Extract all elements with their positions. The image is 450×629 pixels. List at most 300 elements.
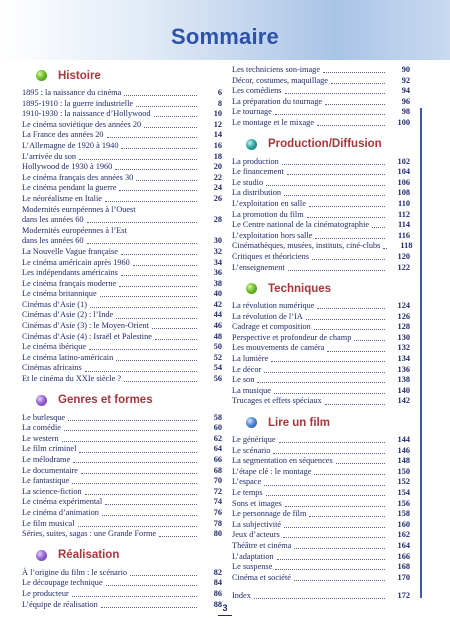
toc-page-number: 82 [213,567,222,577]
toc-page-number: 146 [397,445,410,455]
toc-entry[interactable] [232,157,410,168]
toc-leader-dots [116,360,197,361]
toc-page-number: 84 [213,578,222,588]
toc-leader-dots [79,452,197,453]
toc-page-number: 116 [398,230,410,240]
toc-entry-label: La préparation du tournage [232,96,323,106]
toc-entry[interactable] [232,252,410,263]
toc-entry[interactable] [232,343,410,354]
toc-entry-label: Critiques et théoriciens [232,251,309,261]
toc-entry-label: L’exploitation en salle [232,198,306,208]
toc-page-number: 56 [213,374,222,384]
toc-leader-dots [323,72,385,73]
toc-entry[interactable] [22,374,222,385]
toc-leader-dots [282,164,385,165]
toc-leader-dots [155,339,197,340]
toc-entry-label: Les comédiens [232,86,282,96]
toc-entry[interactable] [22,310,222,321]
toc-leader-dots [285,506,385,507]
toc-entry[interactable] [232,107,410,118]
toc-page-number: 138 [397,375,410,385]
toc-leader-dots [266,185,385,186]
toc-entry[interactable] [232,530,410,541]
toc-entry-label: L’étape clé : le montage [232,466,312,476]
section-heading-techniques [232,279,410,298]
section-title: Production/Diffusion [268,138,382,151]
toc-entry-label: dans les années 60 [22,236,84,246]
toc-entry[interactable] [232,178,410,189]
toc-entry[interactable] [22,519,222,530]
toc-leader-dots [325,404,385,405]
toc-page-number: 30 [213,236,222,246]
toc-entry[interactable] [22,152,222,163]
toc-page-number: 22 [213,172,222,182]
toc-entry[interactable] [232,241,413,252]
toc-leader-dots [264,372,385,373]
toc-leader-dots [154,116,197,117]
toc-entry[interactable] [232,220,410,231]
toc-entry[interactable] [22,289,222,300]
toc-entry[interactable] [22,109,222,120]
toc-entry[interactable] [22,487,222,498]
toc-leader-dots [254,598,385,599]
toc-entry[interactable] [22,353,222,364]
toc-page-number: 162 [397,530,410,540]
toc-entry-label: La comédie [22,423,61,433]
toc-page-number: 80 [213,529,222,539]
toc-entry-label: L’exploitation hors salle [232,230,313,240]
toc-entry[interactable] [22,423,222,434]
toc-entry[interactable] [22,130,222,141]
toc-leader-dots [102,515,197,516]
toc-page-number: 128 [397,322,410,332]
toc-entry[interactable] [232,396,410,407]
section-title: Réalisation [58,549,120,562]
toc-entry[interactable] [22,226,222,237]
toc-entry[interactable] [22,173,222,184]
toc-entry[interactable] [232,446,410,457]
toc-leader-dots [275,114,385,115]
toc-entry[interactable] [22,120,222,131]
toc-entry-label: Jeux d’acteurs [232,530,280,540]
toc-entry-label: Le temps [232,488,263,497]
toc-page-number: 152 [397,477,410,487]
toc-entry-label: La lumière [232,354,269,364]
toc-leader-dots [115,169,197,170]
toc-page-number: 54 [213,363,222,373]
toc-page-number: 58 [213,412,222,422]
toc-leader-dots [87,222,197,223]
toc-page-number: 164 [397,540,410,550]
toc-page-number: 74 [213,497,222,507]
toc-page-number: 160 [397,519,410,529]
page-number: 3 [222,603,228,613]
toc-entry[interactable] [22,455,222,466]
margin-rule [420,108,422,598]
toc-page-number: 38 [213,278,222,288]
toc-entry[interactable] [232,312,410,323]
toc-entry[interactable] [22,568,222,579]
toc-entry-label: L’équipe de réalisation [22,599,98,609]
toc-leader-dots [325,104,385,105]
toc-entry-label: La science-fiction [22,486,82,496]
toc-entry-label: L’Allemagne de 1920 à 1940 [22,140,119,150]
toc-entry[interactable] [22,258,222,269]
toc-page-number: 42 [213,299,222,309]
toc-leader-dots [100,296,197,297]
toc-entry[interactable] [232,231,410,242]
toc-entry-label: Le cinéma américain après 1960 [22,257,130,267]
toc-entry[interactable] [232,520,410,531]
toc-leader-dots [72,596,197,597]
toc-entry-label: Le film criminel [22,444,77,454]
toc-page-number: 158 [397,509,410,519]
toc-entry[interactable] [232,456,410,467]
toc-entry-label: Cinémas d’Asie (4) : Israël et Palestine [22,331,152,341]
toc-entry-label: La promotion du film [232,209,304,219]
toc-entry-label: Le suspense [232,562,273,572]
toc-leader-dots [314,329,385,330]
toc-page-number: 20 [213,162,222,172]
toc-leader-dots [279,442,385,443]
toc-page-number: 76 [213,507,222,517]
toc-page-number: 90 [401,65,410,74]
toc-entry[interactable] [22,236,222,247]
toc-leader-dots [288,270,385,271]
toc-page-number: 114 [398,220,410,230]
toc-entry[interactable] [232,188,410,199]
toc-page-number: 40 [213,289,222,299]
toc-entry[interactable] [232,210,410,221]
toc-page-number: 110 [398,198,410,208]
toc-leader-dots [106,585,197,586]
bullet-ball-icon [36,550,47,561]
toc-entry[interactable] [232,118,410,129]
toc-entry[interactable] [22,162,222,173]
toc-page-number: 78 [213,518,222,528]
toc-leader-dots [105,504,197,505]
toc-page-number: 96 [401,96,410,106]
section-heading-production-diffusion [232,135,410,154]
toc-entry-label: Le cinéma d’animation [22,507,99,517]
toc-leader-dots [274,393,385,394]
toc-entry[interactable] [232,509,410,520]
toc-entry[interactable] [232,435,410,446]
toc-page-number: 12 [213,119,222,129]
toc-entry-label: Le découpage technique [22,578,103,588]
toc-entry[interactable] [22,342,222,353]
toc-entry-index[interactable] [232,591,410,602]
toc-entry-label: Le cinéma français des années 30 [22,172,134,182]
toc-entry[interactable] [22,194,222,205]
toc-entry-label: Cinémathèques, musées, instituts, ciné-clubs [232,241,381,251]
toc-entry[interactable] [232,86,410,97]
toc-page-number: 8 [217,98,222,108]
toc-entry-label: Le scénario [232,445,271,455]
toc-leader-dots [107,137,197,138]
toc-page-number: 124 [397,301,410,311]
toc-leader-dots [354,340,385,341]
toc-right-column [232,65,413,602]
toc-entry[interactable] [22,434,222,445]
toc-entry-label: La musique [232,385,271,395]
toc-entry-label: Modernités européennes à l’Est [22,225,127,235]
toc-page-number: 34 [213,257,222,267]
toc-entry-label: Le cinéma britannique [22,289,97,299]
toc-entry-label: L’adaptation [232,551,274,561]
toc-entry[interactable] [22,589,222,600]
toc-entry[interactable] [22,578,222,589]
toc-page-number: 6 [217,88,222,97]
toc-entry[interactable] [232,541,410,552]
toc-entry-label: Le cinéma français moderne [22,278,117,288]
toc-leader-dots [64,430,197,431]
toc-entry-label: À l’origine du film : le scénario [22,567,128,577]
toc-entry-label: Hollywood de 1930 à 1960 [22,162,113,172]
toc-leader-dots [284,527,385,528]
toc-entry-label: Cinémas d’Asie (1) [22,299,87,309]
toc-entry-label: L’enseignement [232,262,285,272]
toc-entry-label: Le fantastique [22,476,70,486]
toc-entry[interactable] [22,205,222,216]
toc-page-number: 166 [397,551,410,561]
toc-entry-label: Trucages et effets spéciaux [232,396,322,406]
toc-leader-dots [121,275,197,276]
toc-entry-label: Le mélodrame [22,455,71,464]
toc-entry-label: Cinémas d’Asie (3) : le Moyen-Orient [22,321,149,331]
toc-entry[interactable] [232,573,410,584]
toc-page-number: 126 [397,311,410,321]
toc-page-number: 102 [397,156,410,166]
toc-leader-dots [309,206,385,207]
toc-leader-dots [73,462,197,463]
toc-entry-label: Modernités européennes à l’Ouest [22,204,136,214]
toc-entry-label: Index [232,591,251,601]
toc-entry-label: Le Centre national de la cinématographie [232,220,370,230]
toc-page-number: 100 [397,117,410,127]
toc-leader-dots [159,536,197,537]
toc-page-number: 94 [401,86,410,96]
toc-leader-dots [383,248,387,249]
toc-entry[interactable] [232,199,410,210]
toc-entry[interactable] [22,413,222,424]
toc-entry[interactable] [232,65,410,76]
toc-page-number: 24 [213,183,222,193]
toc-entry-label: La révolution de l’IA [232,311,303,321]
toc-leader-dots [136,180,197,181]
toc-page-number: 48 [213,331,222,341]
toc-entry[interactable] [22,268,222,279]
section-title: Lire un film [268,416,330,429]
toc-page-number: 92 [401,75,410,85]
toc-page-number: 14 [213,130,222,140]
toc-page-number: 168 [397,562,410,572]
toc-entry-label: Théâtre et cinéma [232,540,292,550]
toc-leader-dots [152,328,197,329]
toc-entry[interactable] [232,76,410,87]
toc-entry[interactable] [232,322,410,333]
toc-entry-label: dans les années 60 [22,215,84,225]
toc-entry[interactable] [22,529,222,540]
toc-entry-label: Le cinéma ibérique [22,342,87,352]
toc-leader-dots [119,190,197,191]
toc-entry-label: La subjectivité [232,519,282,529]
toc-entry[interactable] [232,333,410,344]
toc-entry[interactable] [232,167,410,178]
toc-leader-dots [271,361,385,362]
toc-leader-dots [306,319,385,320]
section-title: Genres et formes [58,394,153,407]
toc-page-number: 154 [397,488,410,497]
toc-entry[interactable] [232,477,410,488]
toc-page-number: 104 [397,167,410,177]
toc-entry-label: Le western [22,433,59,443]
section-heading-genres-et-formes [22,391,222,410]
toc-leader-dots [331,83,385,84]
toc-page-number: 134 [397,354,410,364]
toc-entry-label: Décor, costumes, maquillage [232,75,328,85]
toc-entry[interactable] [232,552,410,563]
toc-page-number: 16 [213,140,222,150]
toc-leader-dots [315,238,385,239]
toc-leader-dots [277,559,385,560]
bullet-ball-icon [36,70,47,81]
toc-entry[interactable] [232,375,410,386]
toc-entry[interactable] [22,321,222,332]
toc-entry[interactable] [22,476,222,487]
toc-page-number: 142 [397,396,410,406]
toc-page-number: 10 [213,109,222,119]
toc-entry[interactable] [232,499,410,510]
toc-entry-label: Cinémas africains [22,363,82,373]
toc-page-number: 132 [397,343,410,353]
toc-entry[interactable] [232,467,410,478]
toc-leader-dots [85,371,197,372]
toc-entry-label: 1895-1910 : la guerre industrielle [22,98,134,108]
toc-page-number: 62 [213,433,222,443]
toc-entry-label: Le studio [232,177,264,187]
toc-entry-label: Cinémas d’Asie (2) : l’Inde [22,310,114,320]
toc-entry[interactable] [22,497,222,508]
toc-page-number: 172 [397,591,410,601]
toc-page-number: 60 [213,423,222,433]
toc-leader-dots [81,473,197,474]
toc-entry-label: La distribution [232,188,282,198]
toc-entry[interactable] [22,183,222,194]
toc-leader-dots [327,351,385,352]
toc-entry[interactable] [22,99,222,110]
toc-entry-label: Le néoréalisme en Italie [22,193,102,203]
page-number-rule [218,615,232,616]
toc-entry-label: Le producteur [22,588,69,598]
toc-page-number: 136 [397,364,410,374]
toc-entry-label: Perspective et profondeur de champ [232,332,352,342]
toc-entry-label: La France des années 20 [22,130,104,140]
toc-entry[interactable] [232,263,410,274]
toc-entry[interactable] [22,279,222,290]
toc-entry-label: Le cinéma expérimental [22,497,103,507]
toc-page-number: 86 [213,588,222,598]
toc-entry[interactable] [232,97,410,108]
toc-entry-label: 1895 : la naissance du cinéma [22,88,122,97]
toc-entry-label: Les indépendants américains [22,268,118,278]
toc-entry[interactable] [22,508,222,519]
toc-entry-label: Le cinéma latino-américain [22,352,114,362]
toc-leader-dots [285,93,385,94]
toc-entry[interactable] [232,354,410,365]
toc-entry-label: La segmentation en séquences [232,456,333,466]
toc-page-number: 50 [213,342,222,352]
toc-entry[interactable] [22,88,222,99]
toc-page-number: 140 [397,385,410,395]
toc-entry[interactable] [22,300,222,311]
toc-entry-label: Le personnage de film [232,509,307,519]
toc-page-number: 120 [397,251,410,261]
toc-leader-dots [133,265,197,266]
toc-page-number: 118 [400,241,413,251]
toc-entry-label: Les mouvements de caméra [232,343,325,353]
toc-entry[interactable] [22,363,222,374]
toc-entry-label: La Nouvelle Vague française [22,246,118,256]
toc-leader-dots [317,125,385,126]
toc-leader-dots [284,195,385,196]
toc-entry[interactable] [232,301,410,312]
toc-entry[interactable] [22,332,222,343]
section-heading-histoire [22,66,222,85]
toc-entry-label: Le film musical [22,518,75,528]
toc-leader-dots [372,227,385,228]
toc-entry-label: Sons et images [232,498,282,508]
toc-entry-label: Cinéma et société [232,572,291,582]
toc-page-number: 108 [397,188,410,198]
toc-entry-label: L’espace [232,477,262,487]
toc-page-number: 46 [213,321,222,331]
toc-entry[interactable] [22,444,222,455]
bullet-ball-icon [246,283,257,294]
toc-page-number: 32 [213,246,222,256]
toc-entry[interactable] [232,488,410,499]
bullet-ball-icon [246,417,257,428]
toc-entry[interactable] [22,141,222,152]
section-heading-lire-un-film [232,413,410,432]
toc-entry-label: Et le cinéma du XXIe siècle ? [22,374,122,384]
toc-entry-label: L’arrivée du son [22,151,77,161]
toc-leader-dots [314,474,385,475]
toc-entry[interactable] [22,466,222,477]
toc-entry-label: Le documentaire [22,465,78,475]
toc-leader-dots [89,349,197,350]
toc-page-number: 144 [397,435,410,445]
toc-leader-dots [266,495,385,496]
toc-page-number: 98 [401,107,410,117]
toc-entry-label: 1910-1930 : la naissance d’Hollywood [22,109,151,119]
toc-leader-dots [62,441,197,442]
toc-page-number: 170 [397,572,410,582]
toc-entry-label: Le cinéma pendant la guerre [22,183,117,193]
page-title: Sommaire [171,24,279,49]
toc-entry-label: Les techniciens son-image [232,65,321,74]
toc-entry[interactable] [232,562,410,573]
toc-entry[interactable] [22,247,222,258]
toc-leader-dots [257,382,385,383]
toc-entry[interactable] [232,365,410,376]
toc-leader-dots [336,463,385,464]
toc-entry[interactable] [22,215,222,226]
toc-leader-dots [264,485,385,486]
bullet-ball-icon [246,139,257,150]
toc-entry-label: Le son [232,375,255,385]
toc-entry[interactable] [232,386,410,397]
